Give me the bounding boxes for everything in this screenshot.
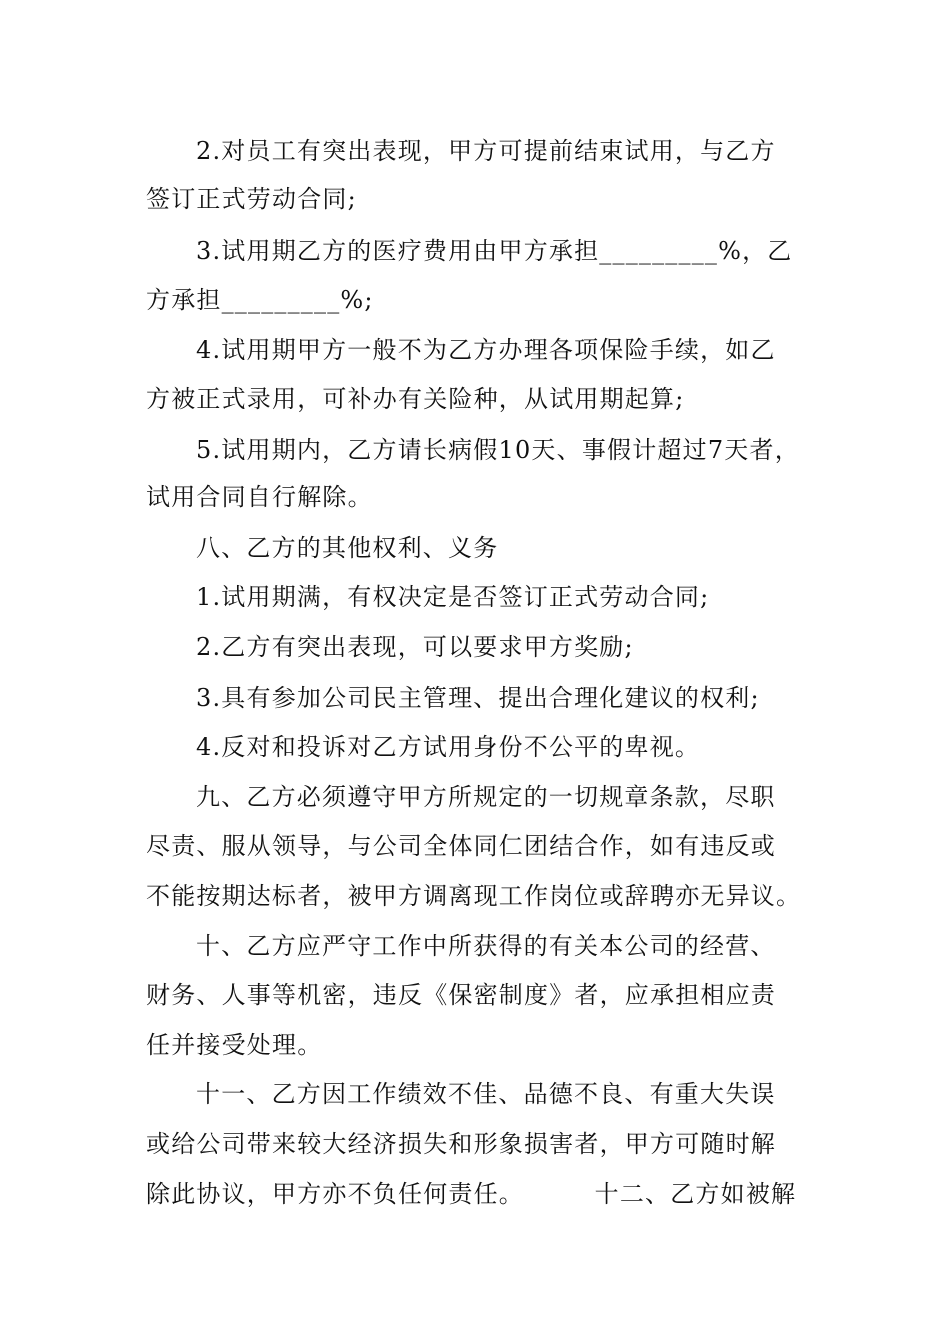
section-heading: 八、乙方的其他权利、义务 [196, 534, 499, 562]
text-line: 财务、人事等机密，违反《保密制度》者，应承担相应责 [146, 981, 776, 1009]
text-line: 十、乙方应严守工作中所获得的有关本公司的经营、 [196, 932, 776, 960]
text-line: 任并接受处理。 [146, 1031, 323, 1059]
text-line: 方被正式录用，可补办有关险种，从试用期起算; [146, 385, 685, 413]
text-line: 2.乙方有突出表现，可以要求甲方奖励; [196, 633, 634, 661]
text-line: 4.试用期甲方一般不为乙方办理各项保险手续，如乙 [196, 336, 776, 364]
text-line: 除此协议，甲方亦不负任何责任。 十二、乙方如被解 [146, 1180, 797, 1208]
text-line: 九、乙方必须遵守甲方所规定的一切规章条款，尽职 [196, 783, 776, 811]
text-line: 2.对员工有突出表现，甲方可提前结束试用，与乙方 [196, 137, 776, 165]
text-line: 1.试用期满，有权决定是否签订正式劳动合同; [196, 583, 710, 611]
text-line: 5.试用期内，乙方请长病假10天、事假计超过7天者， [196, 436, 800, 464]
text-line: 方承担_________%; [146, 286, 374, 314]
text-line: 签订正式劳动合同; [146, 185, 357, 213]
text-line: 试用合同自行解除。 [146, 483, 373, 511]
text-line: 或给公司带来较大经济损失和形象损害者，甲方可随时解 [146, 1130, 776, 1158]
text-line: 不能按期达标者，被甲方调离现工作岗位或辞聘亦无异议。 [146, 882, 802, 910]
text-line: 3.具有参加公司民主管理、提出合理化建议的权利; [196, 684, 760, 712]
text-line: 十一、乙方因工作绩效不佳、品德不良、有重大失误 [196, 1080, 776, 1108]
text-line: 3.试用期乙方的医疗费用由甲方承担_________%，乙 [196, 237, 793, 265]
text-line: 尽责、服从领导，与公司全体同仁团结合作，如有违反或 [146, 832, 776, 860]
text-line: 4.反对和投诉对乙方试用身份不公平的卑视。 [196, 733, 701, 761]
